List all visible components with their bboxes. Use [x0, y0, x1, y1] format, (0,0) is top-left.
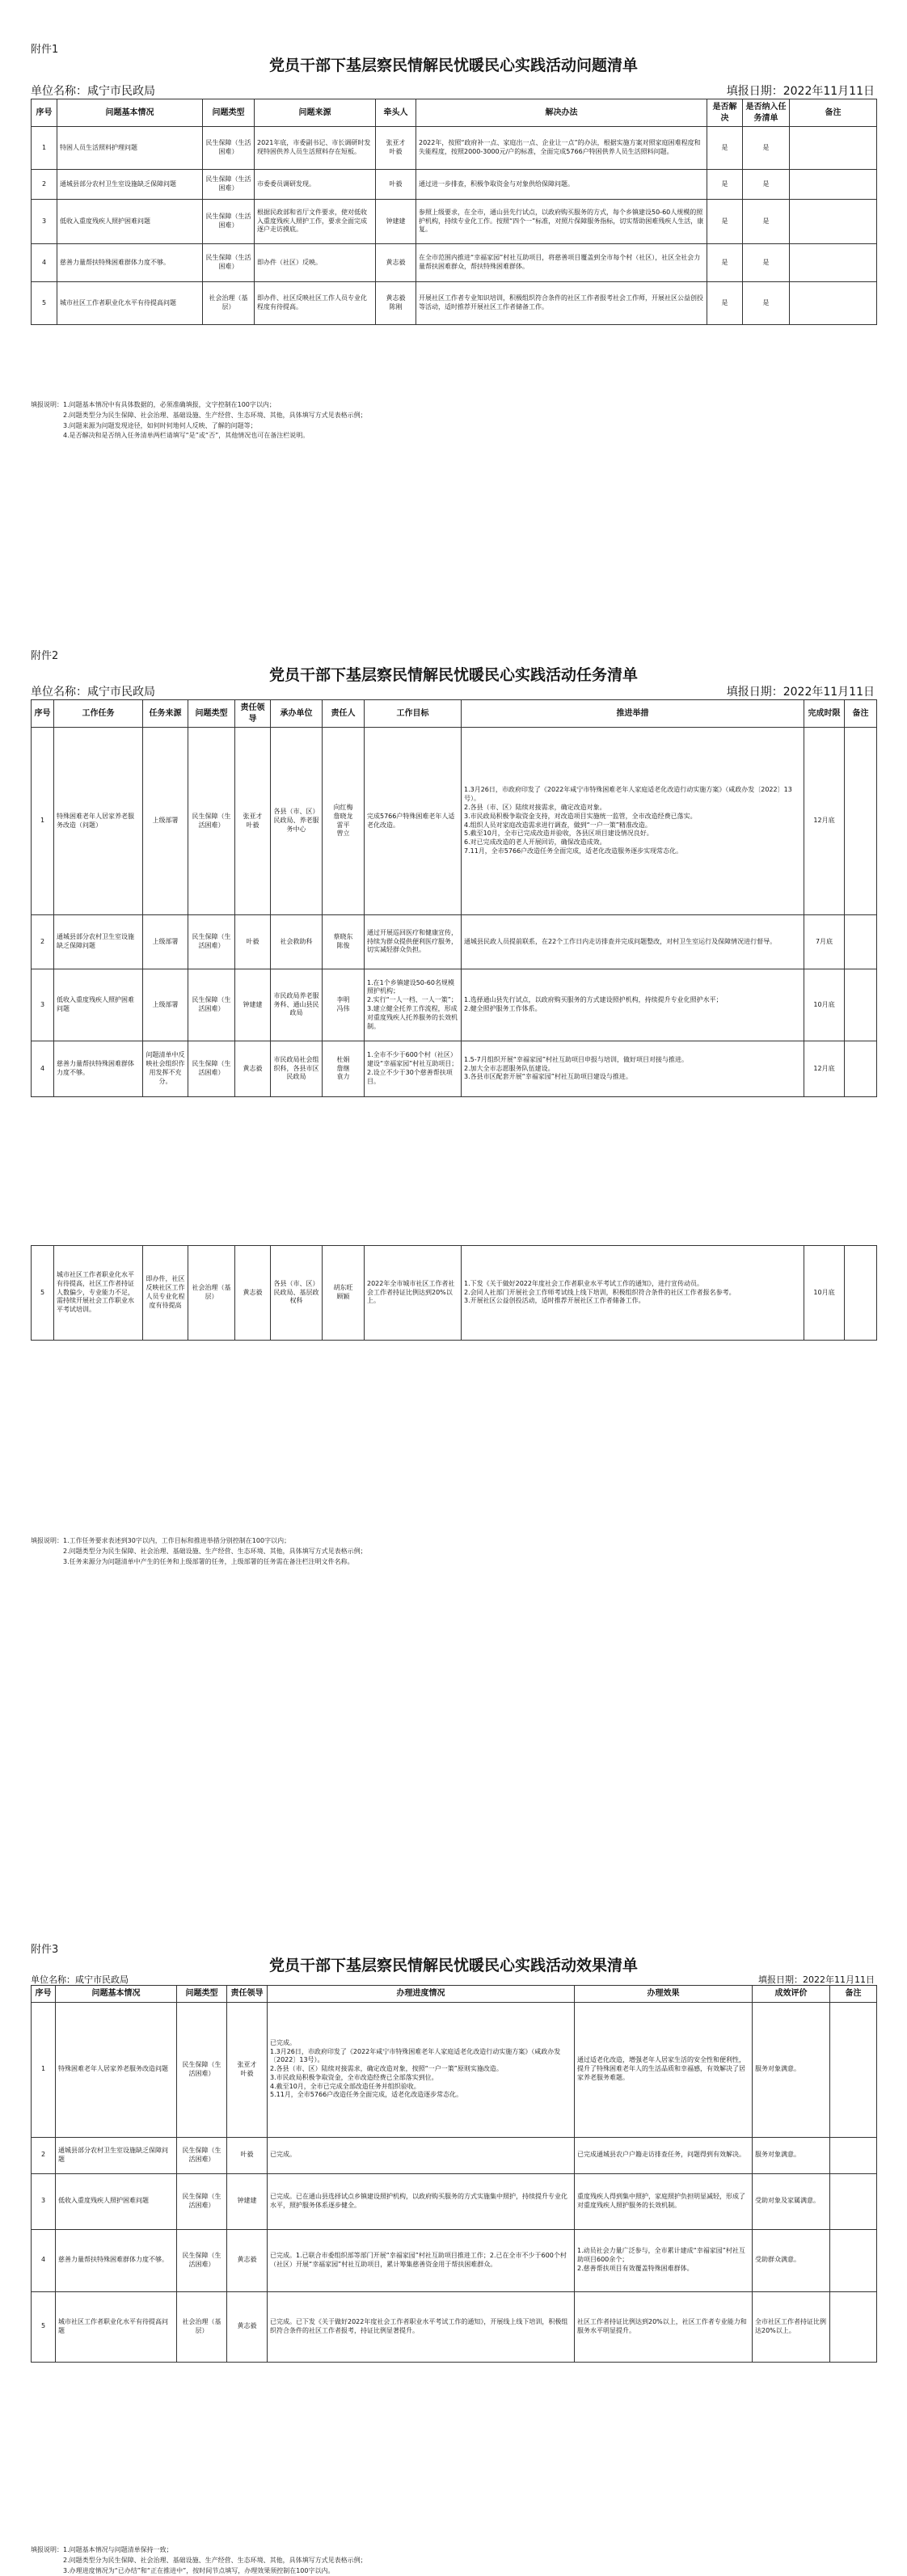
cell-remark: [790, 170, 877, 200]
cell-source: 即办件、社区反映社区工作人员专业化程度有待提高。: [255, 282, 376, 325]
cell-leader: 张亚才 叶毅: [235, 728, 271, 915]
cell-measures: 1.5-7月组织开展“幸福家园”村社互助项目申报与培训，做好项目对接与推进。 2.加大全市志愿服务队伍建设。 3.各县市区配套开展“幸福家园”村社互助项目建设与推进。: [462, 1041, 804, 1097]
cell-progress: 已完成。 1.3月26日，市政府印发了《2022年咸宁市特殊困难老年人家庭适老化改造行动实施方案》（咸政办发〔2022〕13号）。 2.各县（市、区）陆续对接需求，确定改造对象，按照“一户一策”原则实施改造。 3.市民政局积极争取资金，全市改造经费已全部落实到位。 4.截至10月，全市已完成全部改造任务并组织验收。 5.11月，全市5766户改造任务全面完成，适老化改造逐步常态化。: [268, 2002, 575, 2137]
task-list-table-continued: [31, 1245, 877, 1341]
cell-leader: 黄志毅 陈刚: [376, 282, 416, 325]
cell-type: 民生保障（生活困难）: [177, 2173, 227, 2229]
cell-index: 2: [32, 915, 54, 969]
cell-measures: 1.3月26日，市政府印发了《2022年咸宁市特殊困难老年人家庭适老化改造行动实施方案》（咸政办发〔2022〕13号）。 2.各县（市、区）陆续对接需求，确定改造对象。 3.市民政局积极争取资金支持，对改造项目实施统一监管，全市改造经费已落实。 4.组织人员对家庭改造需求进行调查，做到“一户一策”精准改造。 5.截至10月，全市已完成改造并验收，各县区项目建设情况良好。 6.对已完成改造的老人开展回访，确保改造成效。 7.11月，全市5766户改造任务全面完成，适老化改造服务逐步实现常态化。: [462, 728, 804, 915]
cell-progress: 已完成。: [268, 2137, 575, 2173]
cell-deadline: 12月底: [804, 1041, 845, 1097]
cell-problem: 城市社区工作者职业化水平有待提高问题: [56, 2291, 177, 2362]
cell-type: 民生保障（生活困难）: [188, 969, 235, 1041]
unit-name: 单位名称：咸宁市民政局: [31, 1974, 129, 1985]
cell-evaluation: 受助对象及家属满意。: [753, 2173, 830, 2229]
cell-in-task-list: 是: [743, 127, 790, 170]
cell-remark: [845, 915, 877, 969]
cell-type: 民生保障（生活困难）: [203, 200, 255, 244]
annex-1-page: [0, 0, 907, 501]
cell-remark: [845, 969, 877, 1041]
cell-evaluation: 全市社区工作者持证比例达20%以上。: [753, 2291, 830, 2362]
cell-index: 1: [32, 2002, 56, 2137]
cell-unit: 各县（市、区）民政局、养老服务中心: [271, 728, 323, 915]
cell-index: 5: [32, 282, 57, 325]
fill-notes: [31, 1536, 367, 1567]
table-row: [32, 244, 877, 282]
table-row: [32, 1041, 877, 1097]
table-row: [32, 2002, 877, 2137]
table-row: [32, 2137, 877, 2173]
page-title: 党员干部下基层察民情解民忧暖民心实践活动任务清单: [268, 666, 638, 684]
cell-remark: [830, 2173, 877, 2229]
cell-index: 4: [32, 244, 57, 282]
cell-task: 特殊困难老年人居家养老服务改造（问题）: [54, 728, 143, 915]
page-title: 党员干部下基层察民情解民忧暖民心实践活动问题清单: [268, 57, 638, 74]
header-cell: 问题类型: [177, 1986, 227, 2003]
note-line: 填报说明：1.工作任务要求表述到30字以内，工作目标和推进举措分别控制在100字以内；: [31, 1537, 291, 1544]
annex-label: 附件1: [31, 44, 59, 56]
note-line: 2.问题类型分为民生保障、社会治理、基础设施、生产经营、生态环境、其他，具体填写方式见表格示例；: [63, 2556, 367, 2564]
cell-leader: 黄志毅: [235, 1041, 271, 1097]
cell-task-source: 上级部署: [143, 915, 188, 969]
cell-leader: 张亚才 叶毅: [376, 127, 416, 170]
table-row: [32, 282, 877, 325]
cell-index: 4: [32, 2229, 56, 2291]
header-cell: 问题基本情况: [57, 99, 203, 127]
task-list-table: [31, 699, 877, 1097]
cell-type: 民生保障（生活困难）: [177, 2229, 227, 2291]
cell-task: 城市社区工作者职业化水平有待提高，社区工作者持证人数偏少，专业能力不足，需持续开展社会工作职业水平考试培训。: [54, 1246, 143, 1341]
cell-unit: 各县（市、区）民政局、基层政权科: [271, 1246, 323, 1341]
header-cell: 序号: [32, 700, 54, 728]
cell-solution: 2022年，按照“政府补一点、家庭出一点、企业让一点”的办法，根据实施方案对照家庭困难程度和失能程度，按照2000-3000元/户的标准，全面完成5766户特困供养人员生活照料问题。: [416, 127, 707, 170]
cell-index: 1: [32, 127, 57, 170]
header-cell: 责任领导: [227, 1986, 268, 2003]
header-cell: 任务来源: [143, 700, 188, 728]
cell-unit: 市民政局养老服务科、通山县民政局: [271, 969, 323, 1041]
cell-solution: 在全市范围内推进“幸福家园”村社互助项目，将慈善项目覆盖到全市每个村（社区），社区全社会力量帮扶困难群众，帮扶特殊困难群体。: [416, 244, 707, 282]
cell-problem: 特困人员生活照料护理问题: [57, 127, 203, 170]
cell-in-task-list: 是: [743, 200, 790, 244]
cell-leader: 张亚才 叶毅: [227, 2002, 268, 2137]
cell-leader: 钟建建: [235, 969, 271, 1041]
cell-problem: 特殊困难老年人居家养老服务改造问题: [56, 2002, 177, 2137]
annex-3-page: [0, 1706, 907, 2574]
cell-effect: 1.动员社会力量广泛参与，全市累计建成“幸福家园”村社互助项目600余个； 2.慈善帮扶项目有效覆盖特殊困难群体。: [575, 2229, 753, 2291]
header-cell: 备注: [845, 700, 877, 728]
cell-solution: 通过进一步排查，积极争取资金与对象供给保障问题。: [416, 170, 707, 200]
header-cell: 责任人: [323, 700, 365, 728]
header-cell: 备注: [790, 99, 877, 127]
cell-remark: [790, 282, 877, 325]
cell-measures: 1.下发《关于做好2022年度社会工作者职业水平考试工作的通知》，进行宣传动员。 2.会同人社部门开展社会工作师考试线上线下培训，积极组织符合条件的社区工作者报名参考。 3.开展社区公益创投活动，适时推荐开展社区工作者储备工作。: [462, 1246, 804, 1341]
problem-list-table: [31, 99, 877, 325]
cell-index: 3: [32, 200, 57, 244]
cell-task-source: 上级部署: [143, 969, 188, 1041]
cell-remark: [790, 127, 877, 170]
cell-progress: 已完成。已在通山县选择试点乡镇建设照护机构，以政府购买服务的方式实施集中照护，持续提升专业化水平，照护服务体系逐步健全。: [268, 2173, 575, 2229]
note-line: 2.问题类型分为民生保障、社会治理、基础设施、生产经营、生态环境、其他，具体填写方式见表格示例；: [63, 1547, 367, 1555]
cell-problem: 通城县部分农村卫生室设施缺乏保障问题: [56, 2137, 177, 2173]
header-cell: 问题类型: [203, 99, 255, 127]
annex-label: 附件2: [31, 650, 59, 662]
cell-task: 慈善力量帮扶特殊困难群体力度不够。: [54, 1041, 143, 1097]
note-line: 填报说明：1.问题基本情况中有具体数据的，必须准确填报，文字控制在100字以内；: [31, 401, 276, 408]
cell-index: 3: [32, 2173, 56, 2229]
cell-solved: 是: [707, 127, 743, 170]
header-cell: 推进举措: [462, 700, 804, 728]
cell-type: 民生保障（生活困难）: [177, 2002, 227, 2137]
fill-notes: [31, 400, 367, 441]
header-cell: 解决办法: [416, 99, 707, 127]
header-cell: 备注: [830, 1986, 877, 2003]
cell-measures: 1.选择通山县先行试点，以政府购买服务的方式建设照护机构，持续提升专业化照护水平； 2.健全照护服务工作体系。: [462, 969, 804, 1041]
cell-index: 2: [32, 170, 57, 200]
cell-person: 向红梅 詹晓龙 雷平 曾立: [323, 728, 365, 915]
cell-index: 5: [32, 2291, 56, 2362]
fill-date: 填报日期：2022年11月11日: [726, 686, 875, 699]
cell-remark: [845, 1246, 877, 1341]
cell-goal: 通过开展巡回医疗和健康宣传，持续为群众提供便利医疗服务，切实减轻群众负担。: [365, 915, 462, 969]
cell-index: 2: [32, 2137, 56, 2173]
cell-type: 社会治理（基层）: [203, 282, 255, 325]
cell-leader: 钟建建: [376, 200, 416, 244]
cell-type: 民生保障（生活困难）: [203, 170, 255, 200]
cell-type: 民生保障（生活困难）: [203, 127, 255, 170]
header-cell: 序号: [32, 1986, 56, 2003]
cell-unit: 社会救助科: [271, 915, 323, 969]
cell-measures: 通城县民政人员提前联系，在22个工作日内走访排查并完成问题整改，对村卫生室运行及保障情况进行督导。: [462, 915, 804, 969]
header-cell: 牵头人: [376, 99, 416, 127]
cell-remark: [830, 2002, 877, 2137]
table-row: [32, 969, 877, 1041]
cell-effect: 通过适老化改造，增强老年人居家生活的安全性和便利性，提升了特殊困难老年人的生活品质和幸福感，有效解决了居家养老服务难题。: [575, 2002, 753, 2137]
note-line: 3.办理进度情况为“已办结”和“正在推进中”，按时间节点填写，办理效果须控制在100字以内。: [63, 2566, 335, 2574]
table-row: [32, 170, 877, 200]
cell-in-task-list: 是: [743, 170, 790, 200]
cell-leader: 叶毅: [376, 170, 416, 200]
cell-problem: 慈善力量帮扶特殊困难群体力度不够。: [57, 244, 203, 282]
cell-person: 李明 冯伟: [323, 969, 365, 1041]
unit-name: 单位名称：咸宁市民政局: [31, 686, 155, 699]
note-line: 3.问题来源为问题发现途径，如何时何地何人反映、了解的问题等；: [63, 421, 257, 429]
cell-leader: 黄志毅: [227, 2229, 268, 2291]
cell-progress: 已完成。已下发《关于做好2022年度社会工作者职业水平考试工作的通知》，开展线上线下培训，积极组织符合条件的社区工作者报考，持证比例显著提升。: [268, 2291, 575, 2362]
fill-date: 填报日期：2022年11月11日: [726, 85, 875, 98]
table-header-row: [32, 700, 877, 728]
header-cell: 完成时限: [804, 700, 845, 728]
cell-leader: 叶毅: [227, 2137, 268, 2173]
cell-type: 民生保障（生活困难）: [177, 2137, 227, 2173]
header-cell: 工作任务: [54, 700, 143, 728]
header-cell: 问题来源: [255, 99, 376, 127]
fill-notes: [31, 2545, 367, 2576]
cell-type: 社会治理（基层）: [177, 2291, 227, 2362]
cell-remark: [845, 728, 877, 915]
cell-person: 蔡晓东 陈俊: [323, 915, 365, 969]
cell-deadline: 7月底: [804, 915, 845, 969]
cell-deadline: 10月底: [804, 1246, 845, 1341]
cell-progress: 已完成。1.已联合市委组织部等部门开展“幸福家园”村社互助项目推进工作；2.已在全市不少于600个村（社区）开展“幸福家园”村社互助项目，累计筹集慈善资金用于帮扶困难群众。: [268, 2229, 575, 2291]
header-cell: 承办单位: [271, 700, 323, 728]
note-line: 4.是否解决和是否纳入任务清单两栏请填写“是”或“否”，其他情况也可在备注栏说明。: [63, 432, 310, 440]
cell-effect: 已完成通城县农户户籍走访排查任务，问题得到有效解决。: [575, 2137, 753, 2173]
cell-deadline: 10月底: [804, 969, 845, 1041]
cell-leader: 黄志毅: [235, 1246, 271, 1341]
note-line: 填报说明：1.问题基本情况与问题清单保持一致；: [31, 2546, 173, 2553]
fill-date: 填报日期：2022年11月11日: [758, 1974, 875, 1985]
cell-solution: 开展社区工作者专业知识培训，积极组织符合条件的社区工作者报考社会工作师，开展社区公益创投等活动，适时推荐开展社区工作者储备工作。: [416, 282, 707, 325]
cell-leader: 黄志毅: [227, 2291, 268, 2362]
unit-name: 单位名称：咸宁市民政局: [31, 85, 155, 98]
cell-type: 民生保障（生活困难）: [203, 244, 255, 282]
annex-2-page: [0, 639, 907, 1609]
header-cell: 成效评价: [753, 1986, 830, 2003]
header-cell: 责任领导: [235, 700, 271, 728]
cell-goal: 1.在1个乡镇建设50-60名规模照护机构； 2.实行“一人一档、一人一策”； 3.建立健全托养工作流程，形成对重度残疾人托养服务的长效机制。: [365, 969, 462, 1041]
cell-type: 民生保障（生活困难）: [188, 1041, 235, 1097]
cell-problem: 慈善力量帮扶特殊困难群体力度不够。: [56, 2229, 177, 2291]
cell-goal: 1.全市不少于600个村（社区）建设“幸福家园”村社互助项目； 2.设立不少于30个慈善帮扶项目。: [365, 1041, 462, 1097]
cell-problem: 通城县部分农村卫生室设施缺乏保障问题: [57, 170, 203, 200]
cell-task-source: 问题清单中反映社会组织作用发挥不充分。: [143, 1041, 188, 1097]
cell-solved: 是: [707, 282, 743, 325]
table-row: [32, 200, 877, 244]
table-row: [32, 1246, 877, 1341]
cell-evaluation: 服务对象满意。: [753, 2137, 830, 2173]
header-cell: 是否纳入任务清单: [743, 99, 790, 127]
cell-unit: 市民政局社会组织科，各县市区民政局: [271, 1041, 323, 1097]
cell-evaluation: 受助群众满意。: [753, 2229, 830, 2291]
cell-problem: 低收入重度残疾人照护困难问题: [56, 2173, 177, 2229]
cell-evaluation: 服务对象满意。: [753, 2002, 830, 2137]
cell-task: 通城县部分农村卫生室设施缺乏保障问题: [54, 915, 143, 969]
table-header-row: [32, 1986, 877, 2003]
cell-person: 胡东旺 顾颖: [323, 1246, 365, 1341]
cell-task-source: 即办件，社区反映社区工作人员专业化程度有待提高: [143, 1246, 188, 1341]
cell-task-source: 上级部署: [143, 728, 188, 915]
cell-leader: 叶毅: [235, 915, 271, 969]
cell-problem: 低收入重度残疾人照护困难问题: [57, 200, 203, 244]
table-row: [32, 127, 877, 170]
cell-goal: 2022年全市城市社区工作者社会工作者持证比例达到20%以上。: [365, 1246, 462, 1341]
cell-deadline: 12月底: [804, 728, 845, 915]
cell-task: 低收入重度残疾人照护困难问题: [54, 969, 143, 1041]
cell-remark: [830, 2229, 877, 2291]
cell-index: 1: [32, 728, 54, 915]
cell-problem: 城市社区工作者职业化水平有待提高问题: [57, 282, 203, 325]
cell-goal: 完成5766户特殊困难老年人适老化改造。: [365, 728, 462, 915]
effect-list-table: [31, 1985, 877, 2363]
header-cell: 问题类型: [188, 700, 235, 728]
cell-leader: 钟建建: [227, 2173, 268, 2229]
cell-solved: 是: [707, 244, 743, 282]
cell-source: 2021年底，市委副书记、市长调研时发现特困供养人员生活照料存在短板。: [255, 127, 376, 170]
cell-source: 即办件（社区）反映。: [255, 244, 376, 282]
cell-effect: 社区工作者持证比例达到20%以上，社区工作者专业能力和服务水平明显提升。: [575, 2291, 753, 2362]
cell-remark: [790, 200, 877, 244]
cell-source: 根据民政部和省厅文件要求，使对低收入重度残疾人照护工作，要求全面完成逐户走访摸底。: [255, 200, 376, 244]
note-line: 2.问题类型分为民生保障、社会治理、基础设施、生产经营、生态环境、其他，具体填写方式见表格示例；: [63, 411, 367, 419]
cell-in-task-list: 是: [743, 244, 790, 282]
cell-remark: [830, 2291, 877, 2362]
table-row: [32, 915, 877, 969]
cell-solved: 是: [707, 170, 743, 200]
note-line: 3.任务来源分为问题清单中产生的任务和上级部署的任务，上级部署的任务需在备注栏注明文件名称。: [63, 1557, 354, 1565]
cell-remark: [830, 2137, 877, 2173]
table-row: [32, 728, 877, 915]
header-cell: 序号: [32, 99, 57, 127]
header-cell: 办理进度情况: [268, 1986, 575, 2003]
cell-type: 社会治理（基层）: [188, 1246, 235, 1341]
cell-index: 4: [32, 1041, 54, 1097]
cell-in-task-list: 是: [743, 282, 790, 325]
cell-solved: 是: [707, 200, 743, 244]
header-cell: 是否解决: [707, 99, 743, 127]
header-cell: 问题基本情况: [56, 1986, 177, 2003]
cell-leader: 黄志毅: [376, 244, 416, 282]
cell-effect: 重度残疾人得到集中照护，家庭照护负担明显减轻，形成了对重度残疾人照护服务的长效机制。: [575, 2173, 753, 2229]
table-header-row: [32, 99, 877, 127]
header-cell: 办理效果: [575, 1986, 753, 2003]
cell-type: 民生保障（生活困难）: [188, 915, 235, 969]
cell-solution: 参照上级要求，在全市，通山县先行试点，以政府购买服务的方式，每个乡镇建设50-60人规模的照护机构，持续专业化工作。按照“四个一”标准，对照片保障服务指标，切实帮助困难残疾人生活，康复。: [416, 200, 707, 244]
table-row: [32, 2173, 877, 2229]
table-row: [32, 2291, 877, 2362]
annex-label: 附件3: [31, 1944, 59, 1956]
cell-index: 3: [32, 969, 54, 1041]
table-row: [32, 2229, 877, 2291]
cell-remark: [790, 244, 877, 282]
page-title: 党员干部下基层察民情解民忧暖民心实践活动效果清单: [268, 1957, 638, 1974]
cell-person: 杜娟 詹继 袁力: [323, 1041, 365, 1097]
cell-index: 5: [32, 1246, 54, 1341]
header-cell: 工作目标: [365, 700, 462, 728]
cell-source: 市委委员调研发现。: [255, 170, 376, 200]
cell-type: 民生保障（生活困难）: [188, 728, 235, 915]
cell-remark: [845, 1041, 877, 1097]
